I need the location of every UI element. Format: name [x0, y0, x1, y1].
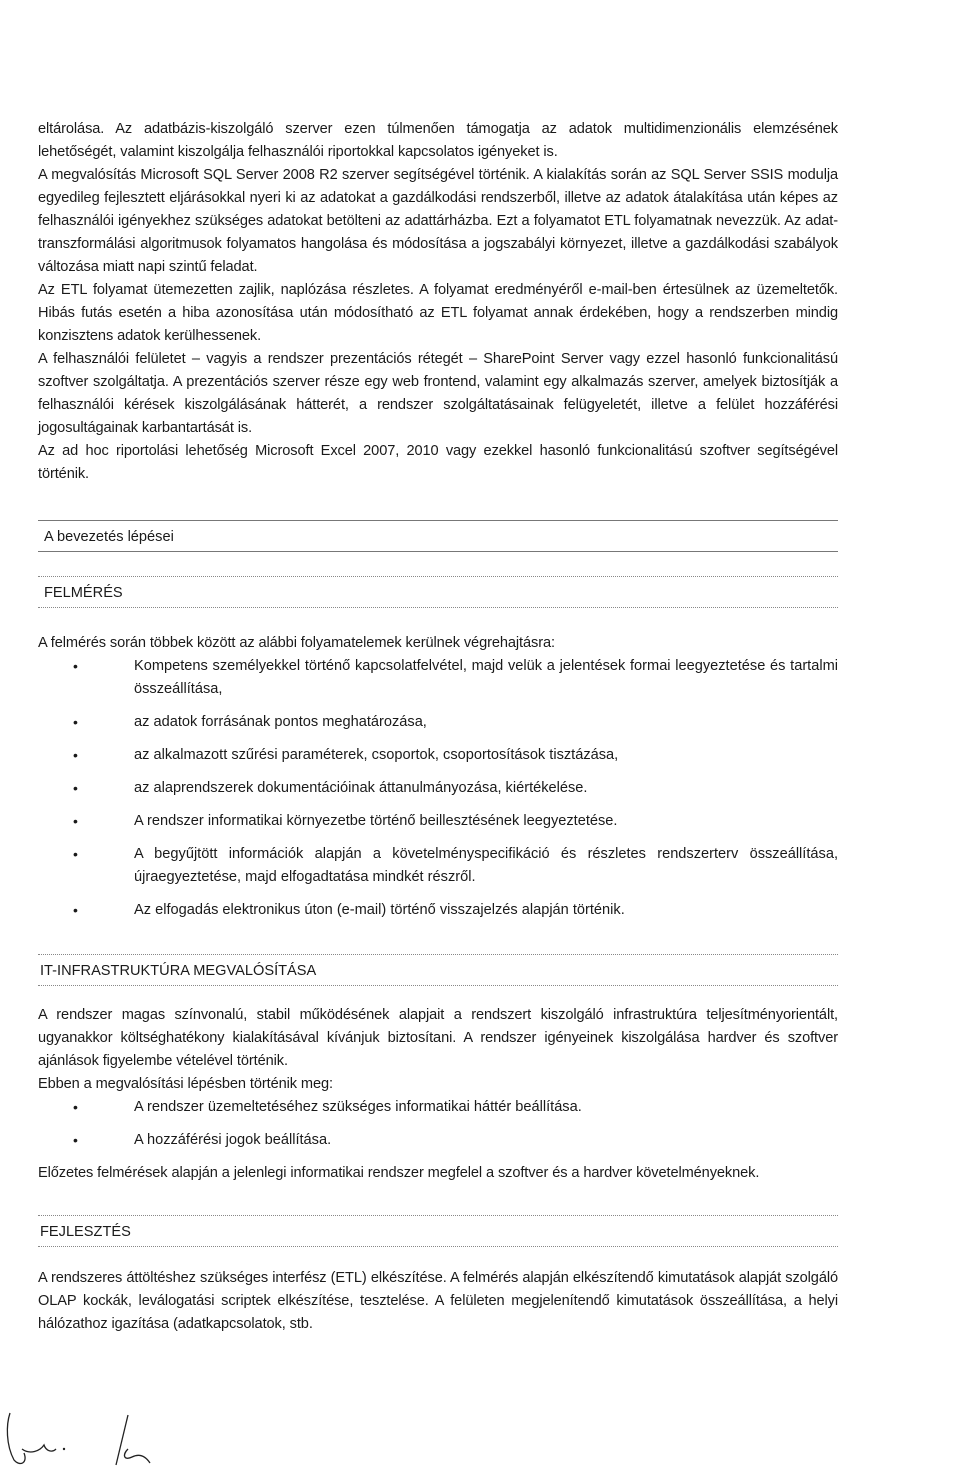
bullet-icon: •: [73, 1099, 78, 1115]
bullet-icon: •: [73, 902, 78, 918]
list-item: • A begyűjtött információk alapján a követelményspecifikáció és részletes rendszerterv összeállítása, újraegyeztetése, majd elfogadtatása mindkét részről.: [38, 843, 838, 889]
intro-paragraph-1: eltárolása. Az adatbázis-kiszolgáló szerver ezen túlmenően támogatja az adatok multidimenzionális elemzésének lehetőségét, valamint kiszolgálja felhasználói riportokkal kapcsolatos igényeket is.: [38, 121, 838, 160]
bullet-icon: •: [73, 1132, 78, 1148]
intro-paragraph-2: A megvalósítás Microsoft SQL Server 2008 R2 szerver segítségével történik. A kialakítás során az SQL Server SSIS modulja egyedileg fejlesztett eljárásokkal nyeri ki az adatokat a gazdálkodási rendszerből, illetve az adatok átalakítása után képes az felhasználói igényekhez szükséges adatokat betölteni az adattárházba. Ezt a folyamatot ETL folyamatnak nevezzük. Az adat-transzformálási algoritmusok folyamatos hangolása és módosítása a jogszabályi környezet, illetve a gazdálkodási szabályok változása miatt napi szintű feladat.: [38, 167, 838, 275]
bullet-icon: •: [73, 714, 78, 730]
it-bullet-list: [38, 1096, 838, 1152]
section-rule-bottom: [38, 551, 838, 552]
handwritten-signature: [0, 1405, 200, 1472]
section-title-felmeres: FELMÉRÉS: [44, 585, 123, 601]
intro-paragraph-3: Az ETL folyamat ütemezetten zajlik, naplózása részletes. A folyamat eredményéről e-mail-ben értesülnek az üzemeltetők. Hibás futás esetén a hiba azonosítása után módosítható az ETL folyamat annak érdekében, hogy a rendszerben mindig konzisztens adatok kerülhessenek.: [38, 282, 838, 344]
it-paragraph-1: A rendszer magas színvonalú, stabil működésének alapjait a rendszert kiszolgáló infrastruktúra teljesítményorientált, ugyanakkor költséghatékony kialakításával kívánjuk biztosítani. A rendszer igényeinek kiszolgálása hardver és szoftver ajánlások figyelembe vételével történik.: [38, 1007, 838, 1069]
section-it-infrastruktura: [38, 954, 838, 986]
bullet-icon: •: [73, 658, 78, 674]
section-rule-bottom: [38, 1246, 838, 1247]
document-page: [38, 118, 838, 1336]
felmeres-bullet-list: [38, 655, 838, 922]
section-fejlesztes: [38, 1215, 838, 1247]
it-paragraph-3: Előzetes felmérések alapján a jelenlegi informatikai rendszer megfelel a szoftver és a hardver követelményeknek.: [38, 1165, 760, 1181]
list-item: • az adatok forrásának pontos meghatározása,: [38, 711, 838, 734]
section-felmeres: [38, 576, 838, 608]
list-item: • Az elfogadás elektronikus úton (e-mail) történő visszajelzés alapján történik.: [38, 899, 838, 922]
list-item: • A rendszer üzemeltetéséhez szükséges informatikai háttér beállítása.: [38, 1096, 838, 1119]
bullet-icon: •: [73, 846, 78, 862]
intro-paragraph-5: Az ad hoc riportolási lehetőség Microsoft Excel 2007, 2010 vagy ezekkel hasonló funkcionalitású szoftver segítségével történik.: [38, 443, 838, 482]
list-item: • A hozzáférési jogok beállítása.: [38, 1129, 838, 1152]
intro-paragraph-4: A felhasználói felületet – vagyis a rendszer prezentációs rétegét – SharePoint Server vagy ezzel hasonló funkcionalitású szoftver szolgáltatja. A prezentációs szerver része egy web frontend, valamint egy alkalmazás szerver, amelyek biztosítják a felhasználói kérések kiszolgálásának hátterét, a rendszer szolgáltatásainak felügyeletét, illetve a felület hozzáférési jogosultágainak karbantartását is.: [38, 351, 838, 436]
bullet-icon: •: [73, 747, 78, 763]
list-item: • az alkalmazott szűrési paraméterek, csoportok, csoportosítások tisztázása,: [38, 744, 838, 767]
bullet-icon: •: [73, 813, 78, 829]
felmeres-intro: A felmérés során többek között az alábbi folyamatelemek kerülnek végrehajtásra:: [38, 635, 555, 651]
list-item: • Kompetens személyekkel történő kapcsolatfelvétel, majd velük a jelentések formai leegyeztetése és tartalmi összeállítása,: [38, 655, 838, 701]
fejlesztes-paragraph: A rendszeres áttöltéshez szükséges interfész (ETL) elkészítése. A felmérés alapján elkészítendő kimutatások alapját szolgáló OLAP kockák, leválogatási scriptek elkészítése, tesztelése. A felületen megjelenítendő kimutatások összeállítása, a helyi hálózathoz igazítása (adatkapcsolatok, stb.: [38, 1270, 838, 1332]
section-title-fejlesztes: FEJLESZTÉS: [40, 1224, 131, 1240]
list-item: • az alaprendszerek dokumentációinak áttanulmányozása, kiértékelése.: [38, 777, 838, 800]
section-title-bevezetes: A bevezetés lépései: [44, 529, 174, 545]
bullet-icon: •: [73, 780, 78, 796]
section-bevezetes: [38, 520, 838, 552]
section-title-it: IT-INFRASTRUKTÚRA MEGVALÓSÍTÁSA: [40, 963, 317, 979]
section-rule-bottom: [38, 985, 838, 986]
section-rule-bottom: [38, 607, 838, 608]
it-paragraph-2: Ebben a megvalósítási lépésben történik meg:: [38, 1076, 333, 1092]
list-item: • A rendszer informatikai környezetbe történő beillesztésének leegyeztetése.: [38, 810, 838, 833]
